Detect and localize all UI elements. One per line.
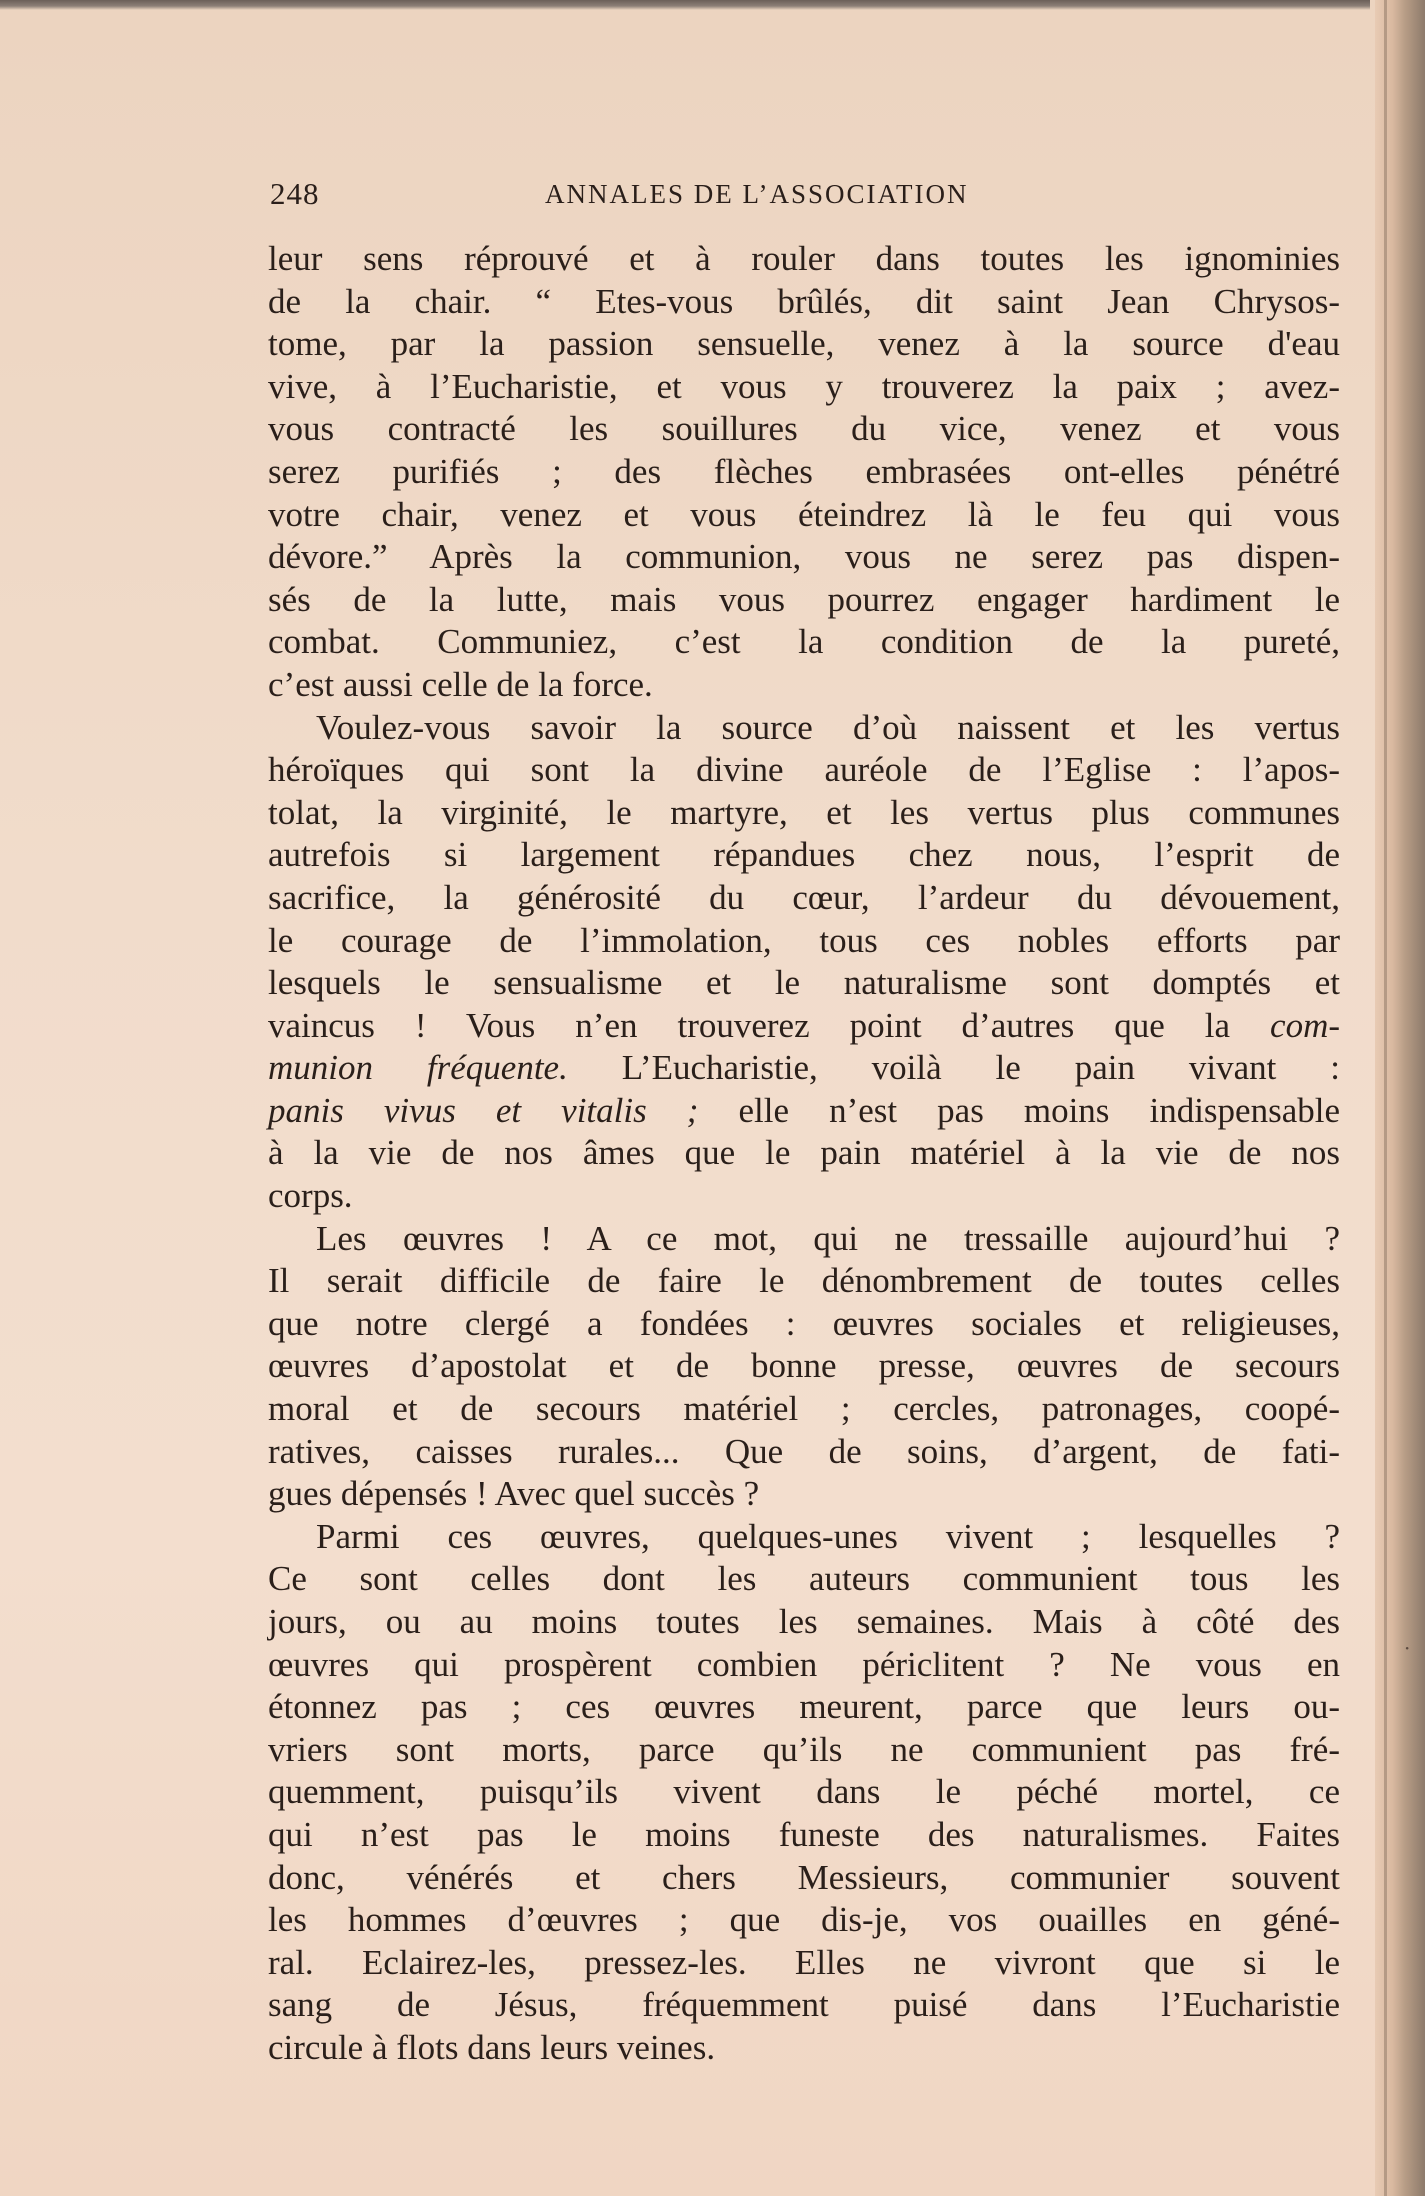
text-line: quemment, puisqu’ils vivent dans le péché mortel, ce bbox=[268, 1772, 1340, 1812]
page-number: 248 bbox=[270, 176, 320, 211]
text-line: Parmi ces œuvres, quelques-unes vivent ; lesquelles ? bbox=[316, 1516, 1340, 1556]
text-line: votre chair, venez et vous éteindrez là le feu qui vous bbox=[268, 494, 1340, 534]
text-line: donc, vénérés et chers Messieurs, communier souvent bbox=[268, 1857, 1340, 1897]
text-line: sang de Jésus, fréquemment puisé dans l’Eucharistie bbox=[268, 1985, 1340, 2025]
text-line: dévore.” Après la communion, vous ne serez pas dispen- bbox=[268, 537, 1340, 577]
text-line: le courage de l’immolation, tous ces nobles efforts par bbox=[268, 920, 1340, 960]
text-line: œuvres qui prospèrent combien périclitent ? Ne vous en bbox=[268, 1644, 1340, 1684]
text-line: que notre clergé a fondées : œuvres sociales et religieuses, bbox=[268, 1303, 1340, 1343]
body-text bbox=[268, 238, 1340, 2070]
text-line: Voulez-vous savoir la source d’où naissent et les vertus bbox=[316, 707, 1340, 747]
text-line: combat. Communiez, c’est la condition de la pureté, bbox=[268, 622, 1340, 662]
text-line: tome, par la passion sensuelle, venez à la source d'eau bbox=[268, 324, 1340, 364]
running-header bbox=[270, 176, 1340, 216]
text-line: les hommes d’œuvres ; que dis-je, vos ouailles en géné- bbox=[268, 1900, 1340, 1940]
text-line bbox=[268, 1047, 1340, 1090]
text-line: c’est aussi celle de la force. bbox=[268, 664, 653, 704]
text-line: corps. bbox=[268, 1176, 353, 1216]
text-line: ratives, caisses rurales... Que de soins, d’argent, de fati- bbox=[268, 1431, 1340, 1471]
text-line: serez purifiés ; des flèches embrasées ont-elles pénétré bbox=[268, 451, 1340, 491]
text-line: œuvres d’apostolat et de bonne presse, œuvres de secours bbox=[268, 1346, 1340, 1386]
text-segment: vaincus ! Vous n’en trouverez point d’autres que la bbox=[268, 1005, 1231, 1045]
text-line: leur sens réprouvé et à rouler dans toutes les ignominies bbox=[268, 239, 1340, 278]
page-top-edge bbox=[0, 0, 1370, 10]
text-segment: L’Eucharistie, voilà le pain vivant : bbox=[621, 1048, 1340, 1088]
page-right-edge bbox=[1375, 0, 1425, 2196]
text-line: sés de la lutte, mais vous pourrez engager hardiment le bbox=[268, 579, 1340, 619]
italic-text: munion fréquente. bbox=[268, 1048, 568, 1088]
text-segment: elle n’est pas moins indispensable bbox=[738, 1090, 1341, 1130]
text-line: circule à flots dans leurs veines. bbox=[268, 2027, 716, 2067]
text-line: vive, à l’Eucharistie, et vous y trouverez la paix ; avez- bbox=[268, 366, 1340, 406]
text-line: de la chair. “ Etes-vous brûlés, dit saint Jean Chrysos- bbox=[268, 281, 1340, 321]
text-line: vriers sont morts, parce qu’ils ne communient pas fré- bbox=[268, 1729, 1340, 1769]
text-line bbox=[268, 1090, 1340, 1133]
text-line: moral et de secours matériel ; cercles, patronages, coopé- bbox=[268, 1389, 1340, 1429]
text-line: ral. Eclairez-les, pressez-les. Elles ne vivront que si le bbox=[268, 1942, 1340, 1982]
text-line: qui n’est pas le moins funeste des naturalismes. Faites bbox=[268, 1814, 1340, 1854]
text-line: à la vie de nos âmes que le pain matériel à la vie de nos bbox=[268, 1133, 1340, 1173]
text-line bbox=[268, 1005, 1340, 1048]
running-title: ANNALES DE L’ASSOCIATION bbox=[545, 179, 969, 209]
text-line: Il serait difficile de faire le dénombrement de toutes celles bbox=[268, 1261, 1340, 1301]
italic-text: panis vivus et vitalis ; bbox=[268, 1090, 699, 1130]
page-fold-line bbox=[1384, 0, 1387, 2196]
text-line: vous contracté les souillures du vice, venez et vous bbox=[268, 409, 1340, 449]
text-line: sacrifice, la générosité du cœur, l’ardeur du dévouement, bbox=[268, 877, 1340, 917]
text-line: jours, ou au moins toutes les semaines. Mais à côté des bbox=[268, 1602, 1340, 1641]
italic-text: com- bbox=[1270, 1005, 1341, 1045]
text-line: tolat, la virginité, le martyre, et les vertus plus communes bbox=[268, 792, 1340, 832]
text-line: héroïques qui sont la divine auréole de l’Eglise : l’apos- bbox=[268, 750, 1340, 790]
text-line: étonnez pas ; ces œuvres meurent, parce que leurs ou- bbox=[268, 1687, 1340, 1727]
text-line: Les œuvres ! A ce mot, qui ne tressaille aujourd’hui ? bbox=[316, 1218, 1340, 1258]
text-line: autrefois si largement répandues chez nous, l’esprit de bbox=[268, 835, 1340, 875]
text-line: gues dépensés ! Avec quel succès ? bbox=[268, 1474, 760, 1514]
text-line: Ce sont celles dont les auteurs communient tous les bbox=[268, 1559, 1340, 1599]
ink-speck: · bbox=[1404, 1636, 1411, 1660]
text-line: lesquels le sensualisme et le naturalisme sont domptés et bbox=[268, 963, 1340, 1003]
